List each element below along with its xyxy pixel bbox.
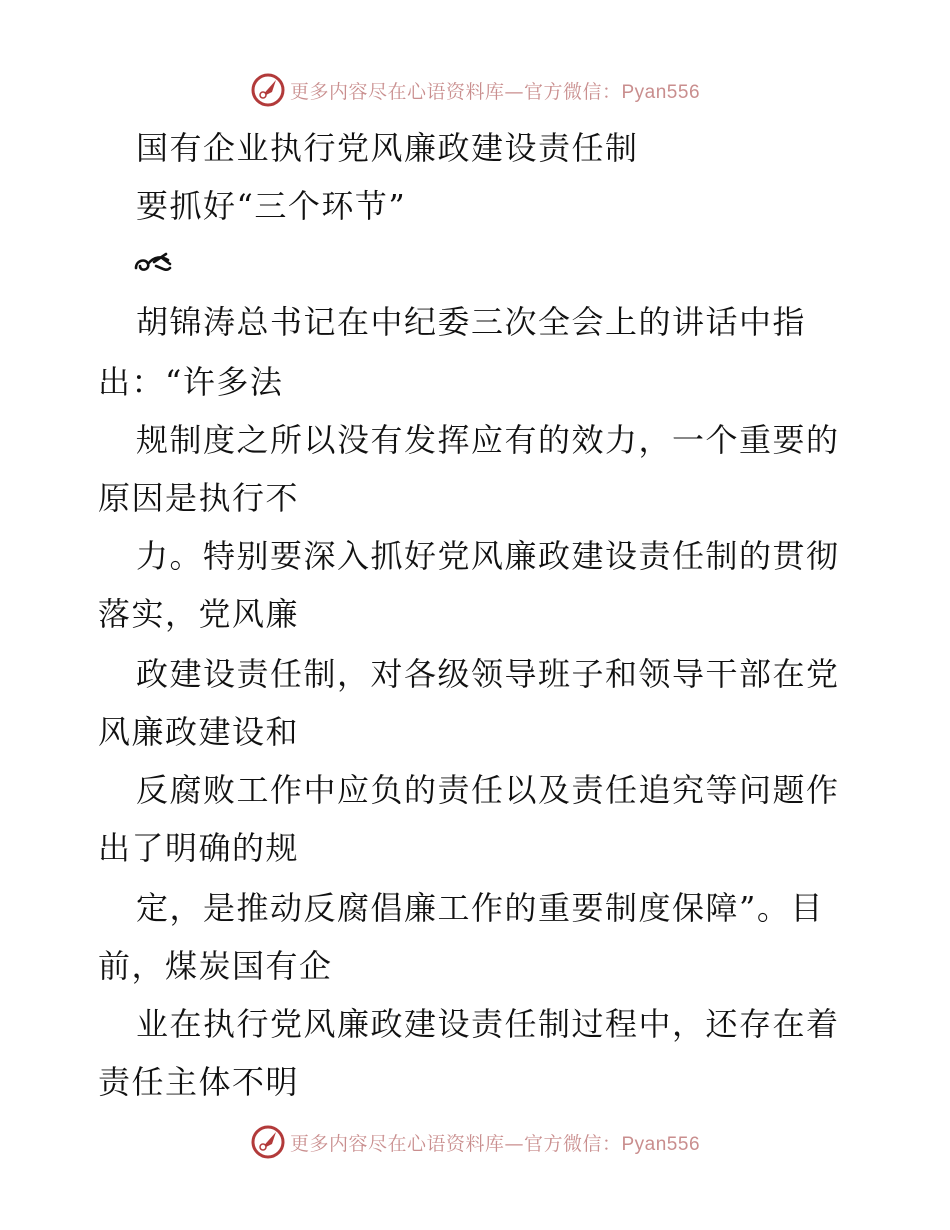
paragraph-line: 前，煤炭国有企 bbox=[98, 947, 333, 985]
banner-text: 更多内容尽在心语资料库—官方微信：Pyan556 bbox=[289, 80, 701, 103]
paragraph-line: 反腐败工作中应负的责任以及责任追究等问题作 bbox=[136, 771, 840, 809]
footer-banner bbox=[0, 1122, 950, 1162]
banner-text: 更多内容尽在心语资料库—官方微信：Pyan556 bbox=[289, 1132, 701, 1155]
paragraph-line: 政建设责任制，对各级领导班子和领导干部在党 bbox=[136, 655, 840, 693]
paragraph-line: 定，是推动反腐倡廉工作的重要制度保障”。目 bbox=[136, 889, 824, 927]
flourish-ornament-icon bbox=[132, 250, 174, 278]
document-title-line-1: 国有企业执行党风廉政建设责任制 bbox=[136, 129, 639, 167]
paragraph-line: 力。特别要深入抓好党风廉政建设责任制的贯彻 bbox=[136, 537, 840, 575]
paragraph-line: 规制度之所以没有发挥应有的效力，一个重要的 bbox=[136, 421, 840, 459]
paragraph-line: 胡锦涛总书记在中纪委三次全会上的讲话中指 bbox=[136, 303, 807, 341]
paragraph-line: 出：“许多法 bbox=[98, 363, 284, 401]
document-title-line-2: 要抓好“三个环节” bbox=[136, 187, 407, 225]
paragraph-line: 落实，党风廉 bbox=[98, 595, 300, 633]
quill-logo-icon bbox=[250, 1124, 286, 1160]
paragraph-line: 原因是执行不 bbox=[98, 479, 300, 517]
paragraph-line: 业在执行党风廉政建设责任制过程中，还存在着 bbox=[136, 1005, 840, 1043]
paragraph-line: 风廉政建设和 bbox=[98, 713, 300, 751]
paragraph-line: 出了明确的规 bbox=[98, 829, 300, 867]
paragraph-line: 责任主体不明 bbox=[98, 1063, 300, 1101]
